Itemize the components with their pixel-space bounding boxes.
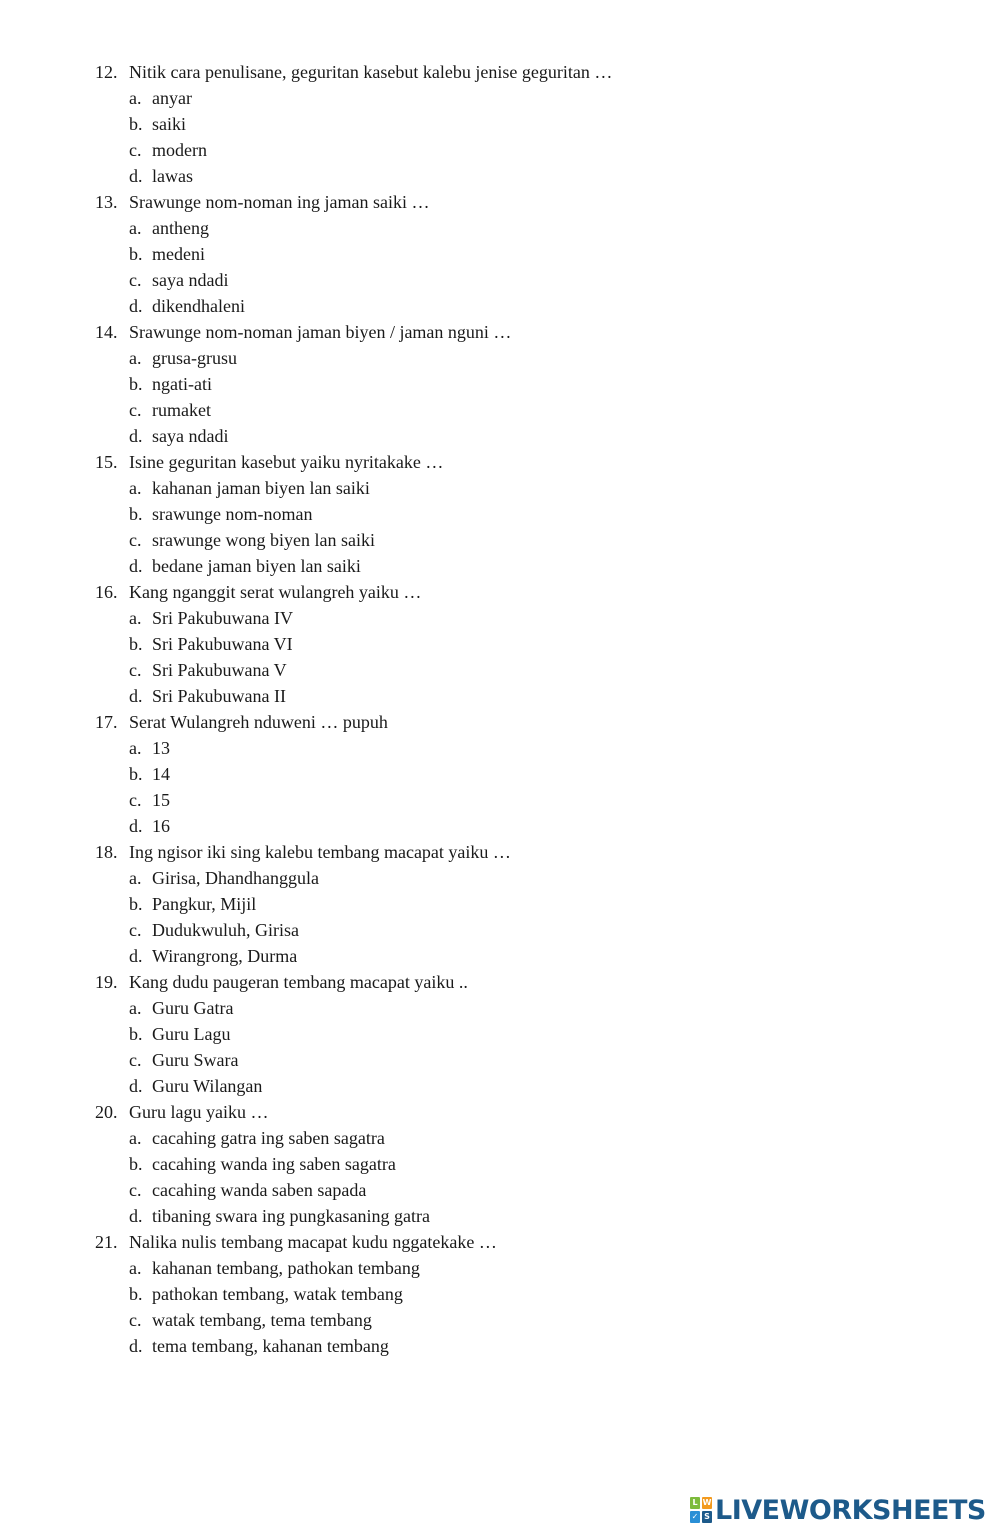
option-text: Girisa, Dhandhanggula [152,868,319,888]
option-letter: b. [129,1154,143,1174]
option-text: Guru Gatra [152,998,234,1018]
option-letter: c. [129,1050,142,1070]
answer-option[interactable] [0,85,1000,111]
question-number: 18. [95,842,118,862]
option-text: tema tembang, kahanan tembang [152,1336,389,1356]
answer-option[interactable] [0,371,1000,397]
answer-option[interactable] [0,501,1000,527]
option-letter: a. [129,88,142,108]
option-text: cacahing gatra ing saben sagatra [152,1128,385,1148]
option-text: Pangkur, Mijil [152,894,257,914]
option-letter: d. [129,816,143,836]
option-letter: d. [129,1336,143,1356]
option-text: Wirangrong, Durma [152,946,298,966]
option-text: srawunge nom-noman [152,504,313,524]
question-number: 14. [95,322,118,342]
option-letter: c. [129,1180,142,1200]
answer-option[interactable] [0,163,1000,189]
question-19 [0,969,1000,995]
option-text: Guru Swara [152,1050,239,1070]
liveworksheets-logo [690,1493,986,1527]
answer-option[interactable] [0,631,1000,657]
option-text: lawas [152,166,193,186]
option-letter: d. [129,426,143,446]
option-text: anyar [152,88,192,108]
option-letter: d. [129,946,143,966]
option-text: ngati-ati [152,374,212,394]
option-letter: b. [129,634,143,654]
option-letter: c. [129,140,142,160]
answer-option[interactable] [0,137,1000,163]
question-text: Srawunge nom-noman jaman biyen / jaman nguni … [129,322,512,342]
option-letter: c. [129,660,142,680]
question-number: 13. [95,192,118,212]
question-18 [0,839,1000,865]
option-text: tibaning swara ing pungkasaning gatra [152,1206,430,1226]
answer-option[interactable] [0,813,1000,839]
option-letter: b. [129,504,143,524]
question-21 [0,1229,1000,1255]
answer-option[interactable] [0,111,1000,137]
option-letter: c. [129,270,142,290]
question-number: 12. [95,62,118,82]
option-letter: a. [129,1128,142,1148]
answer-option[interactable] [0,267,1000,293]
option-text: saya ndadi [152,270,229,290]
answer-option[interactable] [0,345,1000,371]
option-text: Sri Pakubuwana V [152,660,287,680]
option-text: modern [152,140,207,160]
answer-option[interactable] [0,917,1000,943]
option-letter: a. [129,998,142,1018]
answer-option[interactable] [0,553,1000,579]
option-text: pathokan tembang, watak tembang [152,1284,403,1304]
answer-option[interactable] [0,735,1000,761]
option-text: bedane jaman biyen lan saiki [152,556,361,576]
option-letter: a. [129,348,142,368]
question-number: 21. [95,1232,118,1252]
answer-option[interactable] [0,761,1000,787]
question-number: 20. [95,1102,118,1122]
answer-option[interactable] [0,683,1000,709]
option-text: Sri Pakubuwana VI [152,634,293,654]
answer-option[interactable] [0,995,1000,1021]
option-letter: b. [129,374,143,394]
option-letter: c. [129,920,142,940]
logo-text: LIVEWORKSHEETS [715,1494,986,1526]
option-text: Sri Pakubuwana II [152,686,286,706]
option-text: cacahing wanda ing saben sagatra [152,1154,396,1174]
option-letter: c. [129,530,142,550]
option-text: Sri Pakubuwana IV [152,608,293,628]
option-text: 15 [152,790,170,810]
option-text: 13 [152,738,170,758]
answer-option[interactable] [0,397,1000,423]
answer-option[interactable] [0,1281,1000,1307]
question-text: Isine geguritan kasebut yaiku nyritakake … [129,452,444,472]
option-letter: a. [129,478,142,498]
question-number: 15. [95,452,118,472]
question-number: 17. [95,712,118,732]
option-letter: c. [129,400,142,420]
option-letter: c. [129,1310,142,1330]
option-text: 14 [152,764,170,784]
answer-option[interactable] [0,787,1000,813]
logo-mark-tile-1: L [690,1497,700,1509]
question-text: Srawunge nom-noman ing jaman saiki … [129,192,430,212]
option-text: Dudukwuluh, Girisa [152,920,299,940]
answer-option[interactable] [0,1203,1000,1229]
answer-option[interactable] [0,1021,1000,1047]
option-letter: c. [129,790,142,810]
answer-option[interactable] [0,605,1000,631]
option-letter: b. [129,894,143,914]
option-letter: a. [129,1258,142,1278]
option-text: dikendhaleni [152,296,245,316]
logo-mark-tile-4: S [702,1511,712,1523]
answer-option[interactable] [0,943,1000,969]
option-letter: d. [129,556,143,576]
question-text: Kang nganggit serat wulangreh yaiku … [129,582,422,602]
option-letter: d. [129,1076,143,1096]
answer-option[interactable] [0,215,1000,241]
option-text: srawunge wong biyen lan saiki [152,530,375,550]
answer-option[interactable] [0,1151,1000,1177]
option-text: cacahing wanda saben sapada [152,1180,367,1200]
question-16 [0,579,1000,605]
answer-option[interactable] [0,1255,1000,1281]
question-13 [0,189,1000,215]
option-text: 16 [152,816,170,836]
option-letter: d. [129,1206,143,1226]
option-letter: a. [129,218,142,238]
question-text: Kang dudu paugeran tembang macapat yaiku .. [129,972,468,992]
answer-option[interactable] [0,1047,1000,1073]
answer-option[interactable] [0,1177,1000,1203]
option-text: Guru Wilangan [152,1076,263,1096]
answer-option[interactable] [0,241,1000,267]
option-letter: a. [129,608,142,628]
option-letter: a. [129,738,142,758]
question-text: Ing ngisor iki sing kalebu tembang macapat yaiku … [129,842,511,862]
answer-option[interactable] [0,1307,1000,1333]
option-letter: d. [129,166,143,186]
question-number: 19. [95,972,118,992]
question-15 [0,449,1000,475]
answer-option[interactable] [0,1125,1000,1151]
option-letter: b. [129,114,143,134]
answer-option[interactable] [0,865,1000,891]
answer-option[interactable] [0,527,1000,553]
option-letter: d. [129,686,143,706]
option-letter: a. [129,868,142,888]
question-20 [0,1099,1000,1125]
option-text: Guru Lagu [152,1024,231,1044]
option-letter: b. [129,244,143,264]
worksheet [0,59,1000,1359]
liveworksheets-logo-icon [690,1497,712,1523]
option-letter: b. [129,1284,143,1304]
answer-option[interactable] [0,1333,1000,1359]
option-text: medeni [152,244,205,264]
option-text: grusa-grusu [152,348,237,368]
option-letter: b. [129,1024,143,1044]
option-text: watak tembang, tema tembang [152,1310,372,1330]
answer-option[interactable] [0,293,1000,319]
option-letter: b. [129,764,143,784]
question-12 [0,59,1000,85]
question-14 [0,319,1000,345]
question-17 [0,709,1000,735]
logo-mark-tile-2: W [702,1498,712,1507]
option-text: saya ndadi [152,426,229,446]
option-text: rumaket [152,400,211,420]
answer-option[interactable] [0,423,1000,449]
option-letter: d. [129,296,143,316]
answer-option[interactable] [0,475,1000,501]
logo-mark-tile-3: ✓ [691,1512,699,1521]
option-text: kahanan jaman biyen lan saiki [152,478,370,498]
question-text: Nitik cara penulisane, geguritan kasebut kalebu jenise geguritan … [129,62,613,82]
option-text: antheng [152,218,209,238]
answer-option[interactable] [0,891,1000,917]
answer-option[interactable] [0,657,1000,683]
option-text: kahanan tembang, pathokan tembang [152,1258,420,1278]
question-text: Nalika nulis tembang macapat kudu nggatekake … [129,1232,497,1252]
option-text: saiki [152,114,186,134]
question-text: Guru lagu yaiku … [129,1102,269,1122]
question-text: Serat Wulangreh nduweni … pupuh [129,712,388,732]
answer-option[interactable] [0,1073,1000,1099]
question-number: 16. [95,582,118,602]
